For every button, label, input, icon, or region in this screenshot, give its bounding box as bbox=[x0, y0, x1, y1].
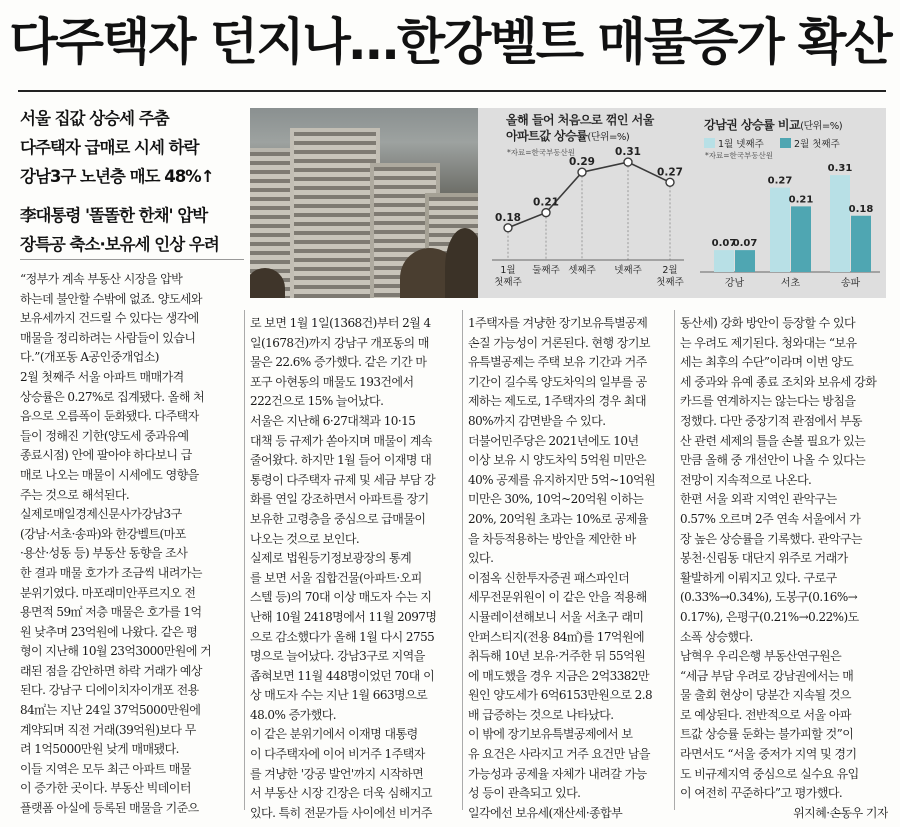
article-line: 84㎡는 지난 24일 37억5000만원에 bbox=[20, 703, 201, 718]
article-line: 48.0% 증가했다. bbox=[250, 707, 337, 722]
article-line: 장 높은 상승률을 기록했다. 관악구는 bbox=[680, 531, 862, 546]
category-label: 강남 bbox=[724, 278, 745, 289]
article-line: 상 매도자 수는 지난 1월 663명으로 bbox=[250, 688, 428, 703]
line-chart-source: *자료=한국부동산원 bbox=[507, 148, 575, 157]
data-label: 0.18 bbox=[495, 211, 521, 224]
bar bbox=[770, 188, 790, 272]
article-line: 가능성과 공제율 자체가 내려갈 가능 bbox=[468, 766, 647, 781]
article-line: 시뮬레이션해보니 서울 서초구 래미 bbox=[468, 609, 644, 624]
article-line: 전망이 지속적으로 나온다. bbox=[680, 472, 812, 487]
article-line: 소폭 상승했다. bbox=[680, 629, 753, 644]
article-line: 으로 감소했다가 올해 1월 다시 2755 bbox=[250, 629, 435, 644]
article-line: 플랫폼 아실에 등록된 매물을 기준으 bbox=[20, 801, 199, 816]
tick-label: 1월 bbox=[500, 265, 516, 276]
tick-label: 첫째주 bbox=[656, 277, 684, 288]
line-chart bbox=[478, 108, 688, 298]
article-line: 봉천·신림동 대단지 위주로 거래가 bbox=[680, 551, 848, 566]
data-label: 0.27 bbox=[657, 166, 683, 179]
article-line: 정했다. 다만 중장기적 관점에서 부동 bbox=[680, 413, 862, 428]
article-column-1 bbox=[20, 270, 228, 819]
article-line: 한편 서울 외곽 지역인 관악구는 bbox=[680, 492, 837, 507]
article-line: 원 낮추며 23억원에 나왔다. 같은 평 bbox=[20, 624, 198, 639]
article-line: 0.17%), 은평구(0.21%→0.22%)도 bbox=[680, 609, 859, 624]
tick-label: 2월 bbox=[662, 265, 678, 276]
article-line: 주는 것으로 해석된다. bbox=[20, 487, 130, 502]
column-divider bbox=[462, 310, 463, 810]
article-line: 종료시점) 안에 팔아야 하다보니 급 bbox=[20, 448, 192, 463]
article-line: 를 겨냥한 '강공 발언'까지 시작하면 bbox=[250, 766, 424, 781]
category-label: 송파 bbox=[840, 278, 861, 289]
article-line: 매로 나오는 매물이 시세에도 영향을 bbox=[20, 467, 199, 482]
data-label: 0.07 bbox=[732, 238, 758, 250]
article-line: 려 1억5000만원 낮게 매매됐다. bbox=[20, 742, 179, 757]
article-line: 성 등이 관측되고 있다. bbox=[468, 786, 581, 801]
legend-item-1: 1월 넷째주 bbox=[704, 136, 764, 150]
article-column-4 bbox=[680, 314, 888, 823]
article-line: 로 예상된다. 전반적으로 서울 아파 bbox=[680, 707, 851, 722]
data-point bbox=[578, 168, 586, 176]
bar bbox=[830, 175, 850, 272]
subheadline: 다주택자 급매로 시세 하락 bbox=[20, 138, 199, 157]
article-line: 이 증가한 곳이다. 부동산 빅데이터 bbox=[20, 781, 191, 796]
article-line: 화를 연일 강조하면서 아파트를 장기 bbox=[250, 492, 429, 507]
article-line: 도 비규제지역 중심으로 실수요 유입 bbox=[680, 766, 859, 781]
line-chart-title: 올해 들어 처음으로 꺾인 서울 bbox=[506, 113, 654, 127]
data-label: 0.21 bbox=[533, 196, 559, 209]
bar-chart-source: *자료=한국부동산원 bbox=[705, 151, 773, 160]
article-line: 음으로 오름폭이 둔화됐다. 다주택자 bbox=[20, 409, 199, 424]
article-line: 보유세까지 건드릴 수 있다는 생각에 bbox=[20, 311, 199, 326]
data-point bbox=[542, 209, 550, 217]
article-line: 서 부동산 시장 긴장은 더욱 심해지고 bbox=[250, 786, 432, 801]
subheadline: 강남3구 노년층 매도 48%↑ bbox=[20, 167, 214, 186]
bar bbox=[851, 216, 871, 272]
headline-rule bbox=[18, 90, 886, 92]
line-chart-title-2: 아파트값 상승률(단위=%) bbox=[506, 129, 630, 143]
subheadline-divider bbox=[20, 259, 244, 260]
article-line: 카드를 연계하지는 않는다는 방침을 bbox=[680, 394, 856, 409]
data-label: 0.31 bbox=[827, 163, 853, 175]
subheadline-block bbox=[20, 104, 245, 259]
article-line: 난해 10월 2418명에서 11월 2097명 bbox=[250, 609, 437, 624]
article-line: 된다. 강남구 디에이치자이개포 전용 bbox=[20, 683, 199, 698]
article-line: 보유한 고령층을 중심으로 급매물이 bbox=[250, 511, 426, 526]
article-line: 세무전문위원이 이 같은 안을 적용해 bbox=[468, 590, 647, 605]
article-line: 동산세) 강화 방안이 등장할 수 있다 bbox=[680, 316, 856, 330]
subheadline: 李대통령 '똘똘한 한채' 압박 bbox=[20, 206, 208, 225]
article-line: 유특별공제는 주택 보유 기간과 거주 bbox=[468, 355, 647, 370]
data-label: 0.18 bbox=[848, 203, 874, 215]
data-point bbox=[504, 224, 512, 232]
article-line: 용면적 59㎡ 저층 매물은 호가를 1억 bbox=[20, 605, 202, 620]
article-line: 222건으로 15% 늘어났다. bbox=[250, 394, 384, 409]
article-line: “세금 부담 우려로 강남권에서는 매 bbox=[680, 668, 854, 683]
article-line: 좁혀보면 11월 448명이었던 70대 이 bbox=[250, 668, 435, 683]
article-line: 통령이 다주택자 규제 및 세금 부담 강 bbox=[250, 472, 436, 487]
article-line: 스텔 등)의 70대 이상 매도자 수는 지 bbox=[250, 590, 432, 605]
article-line: 들이 정해진 기한(양도세 중과유예 bbox=[20, 428, 189, 443]
bar-chart-title: 강남권 상승률 비교(단위=%) bbox=[704, 118, 843, 132]
article-line: ·용산·성동 등) 부동산 동향을 조사 bbox=[20, 546, 188, 561]
article-line: 미만은 30%, 10억~20억원 이하는 bbox=[468, 492, 644, 507]
apartment-photo bbox=[250, 108, 478, 298]
data-point bbox=[666, 178, 674, 186]
data-point bbox=[624, 158, 632, 166]
subheadline: 장특공 축소·보유세 인상 우려 bbox=[20, 235, 219, 254]
tick-label: 둘째주 bbox=[532, 265, 560, 276]
article-line: 서울은 지난해 6·27대책과 10·15 bbox=[250, 413, 416, 428]
article-line: 배 급증하는 것으로 나타났다. bbox=[468, 707, 614, 722]
article-line: 다.”(개포동 A공인중개업소) bbox=[20, 350, 159, 365]
article-line: 물은 22.6% 증가했다. 같은 기간 마 bbox=[250, 355, 427, 370]
category-label: 서초 bbox=[780, 278, 801, 289]
article-line: 취득해 10년 보유·거주한 뒤 55억원 bbox=[468, 649, 646, 664]
article-line: 있다. 특히 전문가들 사이에선 비거주 bbox=[250, 805, 432, 820]
article-line: 트값 상승률 둔화는 불가피할 것”이 bbox=[680, 727, 854, 742]
article-line: 만큼 올해 중 개선안이 나올 수 있다는 bbox=[680, 453, 866, 468]
article-line: 더불어민주당은 2021년에도 10년 bbox=[468, 433, 639, 448]
article-line: 2월 첫째주 서울 아파트 매매가격 bbox=[20, 369, 184, 384]
article-line: 계약되며 직전 거래(39억원)보다 무 bbox=[20, 722, 196, 737]
article-line: 포구 아현동의 매물도 193건에서 bbox=[250, 374, 414, 389]
article-column-2 bbox=[250, 314, 458, 823]
article-line: 이점옥 신한투자증권 패스파인더 bbox=[468, 570, 630, 585]
article-line: 는 우려도 제기된다. 청와대는 “보유 bbox=[680, 335, 857, 350]
article-line: 로 보면 1월 1일(1368건)부터 2월 4 bbox=[250, 316, 431, 330]
tick-label: 넷째주 bbox=[614, 265, 642, 276]
article-line: 세는 최후의 수단”이라며 이번 양도 bbox=[680, 355, 854, 370]
article-line: 하는데 불안할 수밖에 없죠. 양도세와 bbox=[20, 291, 202, 306]
column-divider bbox=[244, 310, 245, 810]
article-line: 분위기였다. 마포래미안푸르지오 전 bbox=[20, 585, 196, 600]
article-line: 남혁우 우리은행 부동산연구원은 bbox=[680, 649, 842, 664]
legend-item-2: 2월 첫째주 bbox=[780, 136, 840, 150]
subheadline: 서울 집값 상승세 주춤 bbox=[20, 109, 169, 128]
article-line: 제하는 제도로, 1주택자의 경우 최대 bbox=[468, 394, 646, 409]
byline: 위지혜·손동우 기자 bbox=[793, 805, 888, 820]
article-line: 기간이 길수록 양도차익의 일부를 공 bbox=[468, 374, 647, 389]
line-series bbox=[508, 162, 670, 228]
line-chart-panel bbox=[478, 108, 688, 298]
article-line: 이 밖에 장기보유특별공제에서 보 bbox=[468, 727, 633, 742]
article-line: 손질 가능성이 거론된다. 현행 장기보 bbox=[468, 335, 650, 350]
tick-label: 첫째주 bbox=[494, 277, 522, 288]
article-line: (강남·서초·송파)와 한강벨트(마포 bbox=[20, 526, 186, 541]
bar bbox=[714, 250, 734, 272]
article-line: 이 같은 분위기에서 이재명 대통령 bbox=[250, 727, 418, 742]
article-line: 줄어왔다. 하지만 1월 들어 이재명 대 bbox=[250, 453, 432, 468]
article-line: 산 관련 세제의 틀을 손볼 필요가 있는 bbox=[680, 433, 866, 448]
article-line: 대책 등 규제가 쏟아지며 매물이 계속 bbox=[250, 433, 432, 448]
tick-label: 셋째주 bbox=[568, 265, 596, 276]
article-line: 활발하게 이뤄지고 있다. 구로구 bbox=[680, 570, 837, 585]
article-column-3 bbox=[468, 314, 676, 823]
article-line: 원인 양도세가 6억6153만원으로 2.8 bbox=[468, 688, 653, 703]
article-line: 20%, 20억원 초과는 10%로 공제율 bbox=[468, 511, 648, 526]
article-line: 1주택자를 겨냥한 장기보유특별공제 bbox=[468, 316, 648, 330]
article-line: 을 차등적용하는 방안을 제안한 바 bbox=[468, 531, 636, 546]
article-line: (0.33%→0.34%), 도봉구(0.16%→ bbox=[680, 590, 858, 605]
article-line: 40% 공제를 유지하지만 5억~10억원 bbox=[468, 472, 656, 487]
article-line: 0.57% 오르며 2주 연속 서울에서 가 bbox=[680, 511, 861, 526]
data-label: 0.07 bbox=[711, 238, 737, 250]
article-line: 있다. bbox=[468, 551, 494, 566]
article-line: 실제로매일경제신문사가강남3구 bbox=[20, 507, 182, 522]
article-line: 한 결과 매물 호가가 조금씩 내려가는 bbox=[20, 565, 202, 580]
article-line: 명으로 늘어났다. 강남3구로 지역을 bbox=[250, 649, 425, 664]
article-line: 실제로 법원등기정보광장의 통계 bbox=[250, 551, 412, 566]
article-line: “정부가 계속 부동산 시장을 압박 bbox=[20, 272, 183, 286]
bar bbox=[791, 206, 811, 272]
article-line: 이 여전히 꾸준하다”고 평가했다. bbox=[680, 786, 843, 801]
article-line: 나오는 것으로 보인다. bbox=[250, 531, 360, 546]
data-label: 0.29 bbox=[569, 156, 595, 169]
column-divider bbox=[674, 310, 675, 810]
article-line: 상승률은 0.27%로 집계됐다. 올해 처 bbox=[20, 389, 205, 404]
data-label: 0.31 bbox=[615, 146, 641, 159]
bar-chart-panel bbox=[690, 108, 886, 298]
article-line: 라면서도 “서울 중저가 지역 및 경기 bbox=[680, 747, 857, 762]
bar bbox=[735, 250, 755, 272]
article-line: 일각에선 보유세(재산세·종합부 bbox=[468, 805, 623, 820]
data-label: 0.27 bbox=[767, 175, 793, 187]
article-line: 이상 보유 시 양도차익 5억원 미만은 bbox=[468, 453, 646, 468]
headline: 다주택자 던지나…한강벨트 매물증가 확산 bbox=[9, 13, 891, 71]
article-line: 이 다주택자에 이어 비거주 1주택자 bbox=[250, 747, 425, 762]
article-line: 유 요건은 사라지고 거주 요건만 남을 bbox=[468, 747, 650, 762]
article-line: 안퍼스티지(전용 84㎡)를 17억원에 bbox=[468, 629, 645, 644]
article-line: 에 매도했을 경우 지금은 2억3382만 bbox=[468, 668, 649, 683]
article-line: 세 중과와 유예 종료 조치와 보유세 강화 bbox=[680, 374, 877, 389]
data-label: 0.21 bbox=[788, 194, 814, 206]
article-line: 물 출회 현상이 당분간 지속될 것으 bbox=[680, 688, 851, 703]
article-line: 80%까지 감면받을 수 있다. bbox=[468, 413, 606, 428]
article-line: 일(1678건)까지 강남구 개포동의 매 bbox=[250, 335, 429, 350]
article-line: 형이 지난해 10월 23억3000만원에 거 bbox=[20, 644, 212, 659]
article-line: 매물을 정리하려는 사람들이 있습니 bbox=[20, 330, 196, 345]
bar-chart bbox=[690, 108, 886, 298]
article-line: 래된 점을 감안하면 하락 거래가 예상 bbox=[20, 663, 202, 678]
article-line: 를 보면 서울 집합건물(아파트·오피 bbox=[250, 570, 422, 585]
article-line: 이들 지역은 모두 최근 아파트 매물 bbox=[20, 761, 191, 776]
